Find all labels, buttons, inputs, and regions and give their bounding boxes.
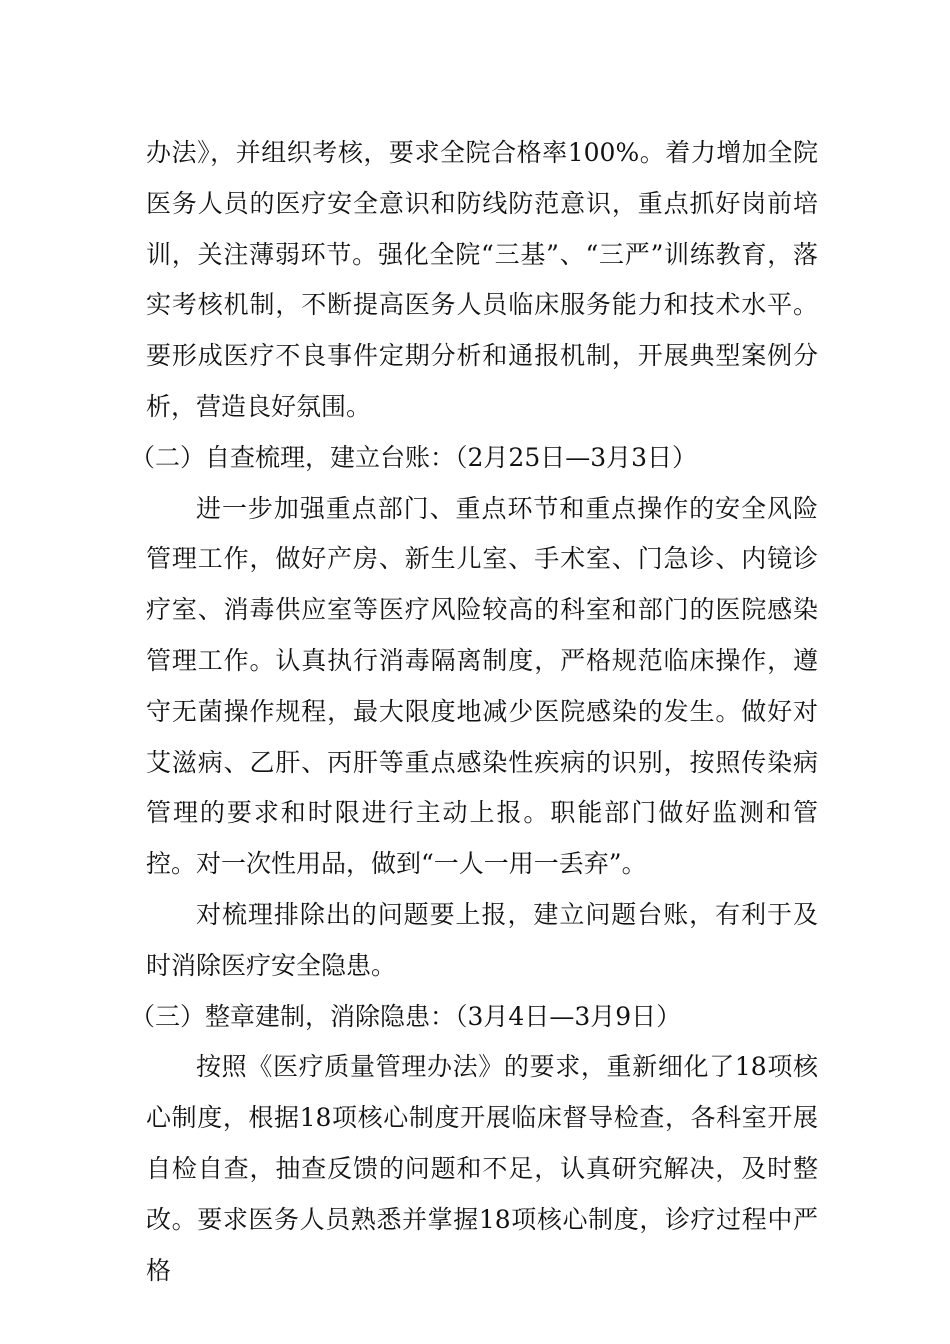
paragraph-core-systems: 按照《医疗质量管理办法》的要求，重新细化了18项核心制度，根据18项核心制度开展临床督导检查，各科室开展自检自查，抽查反馈的问题和不足，认真研究解决，及时整改。要求医务人员熟悉并掌握18项核心制度，诊疗过程中严格 (146, 1052, 818, 1285)
paragraph-infection-control: 进一步加强重点部门、重点环节和重点操作的安全风险管理工作，做好产房、新生儿室、手术室、门急诊、内镜诊疗室、消毒供应室等医疗风险较高的科室和部门的医院感染管理工作。认真执行消毒隔离制度，严格规范临床操作，遵守无菌操作规程，最大限度地减少医院感染的发生。做好对艾滋病、乙肝、丙肝等重点感染性疾病的识别，按照传染病管理的要求和时限进行主动上报。职能部门做好监测和管控。对一次性用品，做到“一人一用一丢弃”。 (146, 493, 818, 879)
section-heading-rectification: （三）整章建制，消除隐患：（3月4日—3月9日） (130, 1001, 682, 1031)
paragraph-issue-ledger: 对梳理排除出的问题要上报，建立问题台账，有利于及时消除医疗安全隐患。 (146, 899, 818, 980)
paragraph-training-continuation: 办法》，并组织考核，要求全院合格率100%。着力增加全院医务人员的医疗安全意识和防线防范意识，重点抓好岗前培训，关注薄弱环节。强化全院“三基”、“三严”训练教育，落实考核机制，不断提高医务人员临床服务能力和技术水平。要形成医疗不良事件定期分析和通报机制，开展典型案例分析，营造良好氛围。 (146, 138, 818, 421)
section-heading-self-check: （二）自查梳理，建立台账：（2月25日—3月3日） (130, 442, 698, 472)
document-body (130, 128, 818, 1296)
